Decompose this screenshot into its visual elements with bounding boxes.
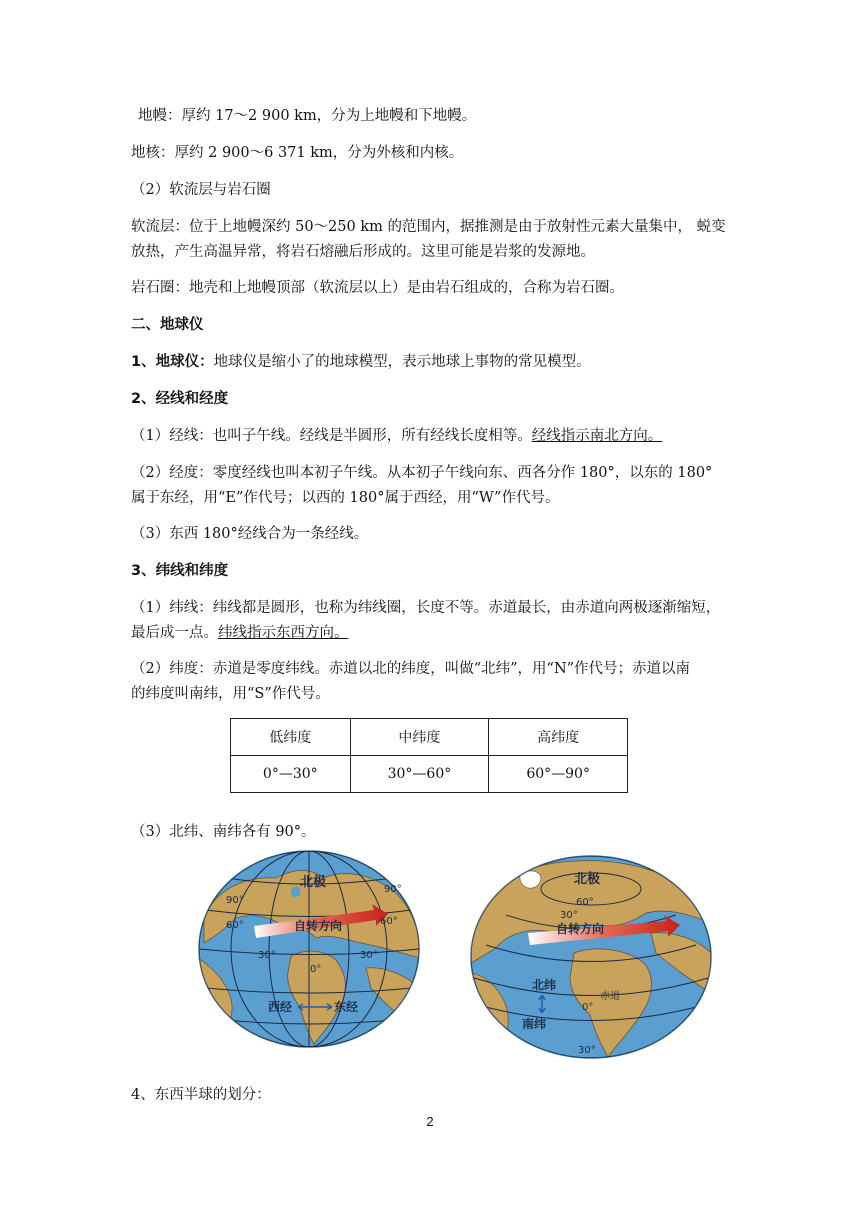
core-line: 地核：厚约 2 900～6 371 km，分为外核和内核。	[131, 145, 464, 161]
latitude-table	[230, 718, 628, 793]
parallel-text: 最后成一点。	[131, 625, 218, 641]
page-number: 2	[426, 1114, 434, 1129]
west-longitude-label: 西经	[268, 1000, 293, 1014]
table-row	[231, 756, 628, 793]
parallel-direction: 纬线指示东西方向。	[218, 625, 349, 641]
section-meridian-heading: 2、经线和经度	[131, 391, 229, 407]
globe-definition-label: 1、地球仪：	[131, 354, 214, 370]
hemisphere-division-line: 4、东西半球的划分：	[131, 1087, 271, 1103]
meridian-line	[131, 424, 731, 449]
globe-definition	[131, 350, 731, 375]
south-30-label: 30°	[578, 1045, 596, 1056]
table-header-high: 高纬度	[489, 719, 628, 756]
table-header-low: 低纬度	[231, 719, 351, 756]
table-value-mid: 30°—60°	[350, 756, 489, 793]
north-pole-label: 北极	[300, 875, 327, 890]
table-value-high: 60°—90°	[489, 756, 628, 793]
equator-label: 赤道	[600, 991, 620, 1002]
meridian-180-line: （3）东西 180°经线合为一条经线。	[131, 526, 369, 542]
latitude-line-1: （2）纬度：赤道是零度纬线。赤道以北的纬度，叫做“北纬”，用“N”作代号；赤道以南	[131, 661, 691, 677]
section-parallel-heading: 3、纬线和纬度	[131, 563, 229, 579]
rotation-label: 自转方向	[556, 922, 605, 936]
table-row	[231, 719, 628, 756]
mantle-line: 地幔：厚约 17～2 900 km，分为上地幔和下地幔。	[138, 108, 477, 124]
globe-right-illustration	[466, 853, 716, 1061]
zero-label: 0°	[310, 964, 322, 975]
lithosphere-line: 岩石圈：地壳和上地幔顶部（软流层以上）是由岩石组成的，合称为岩石圈。	[131, 280, 624, 296]
rotation-label: 自转方向	[294, 919, 343, 933]
lat-30-label: 30°	[560, 910, 578, 921]
table-header-mid: 中纬度	[350, 719, 489, 756]
latitude-90-line: （3）北纬、南纬各有 90°。	[131, 824, 316, 840]
left-60-label: 60°	[226, 920, 244, 931]
meridian-text: （1）经线：也叫子午线。经线是半圆形，所有经线长度相等。	[131, 428, 532, 444]
section-globe-heading: 二、地球仪	[131, 317, 204, 333]
right-30-label: 30°	[360, 950, 378, 961]
right-90-label: 90°	[384, 884, 402, 895]
lat-60-label: 60°	[576, 897, 594, 908]
north-pole-label: 北极	[574, 872, 601, 887]
equator-zero-label: 0°	[582, 1002, 594, 1013]
north-latitude-label: 北纬	[532, 978, 557, 992]
globe-left-illustration	[196, 848, 422, 1050]
east-longitude-label: 东经	[334, 1000, 359, 1014]
asthenosphere-line-2: 放热，产生高温异常，将岩石熔融后形成的。这里可能是岩浆的发源地。	[131, 244, 595, 260]
meridian-direction: 经线指示南北方向。	[531, 428, 663, 444]
asthenosphere-line-1: 软流层：位于上地幔深约 50～250 km 的范围内，据推测是由于放射性元素大量集中， 蜕变	[131, 219, 726, 235]
south-latitude-label: 南纬	[522, 1017, 547, 1031]
latitude-line-2: 的纬度叫南纬，用“S”作代号。	[131, 686, 330, 702]
globe-definition-text: 地球仪是缩小了的地球模型，表示地球上事物的常见模型。	[213, 354, 591, 370]
parallel-line-2	[131, 621, 731, 646]
right-60-label: 60°	[380, 916, 398, 927]
table-value-low: 0°—30°	[231, 756, 351, 793]
parallel-line-1: （1）纬线：纬线都是圆形，也称为纬线圈，长度不等。赤道最长，由赤道向两极逐渐缩短，	[131, 600, 721, 616]
longitude-line-1: （2）经度：零度经线也叫本初子午线。从本初子午线向东、西各分作 180°，以东的 180°	[131, 465, 713, 481]
asthenosphere-heading: （2）软流层与岩石圈	[131, 182, 271, 198]
longitude-line-2: 属于东经，用“E”作代号；以西的 180°属于西经，用“W”作代号。	[131, 490, 560, 506]
left-90-label: 90°	[226, 895, 244, 906]
left-30-label: 30°	[258, 950, 276, 961]
